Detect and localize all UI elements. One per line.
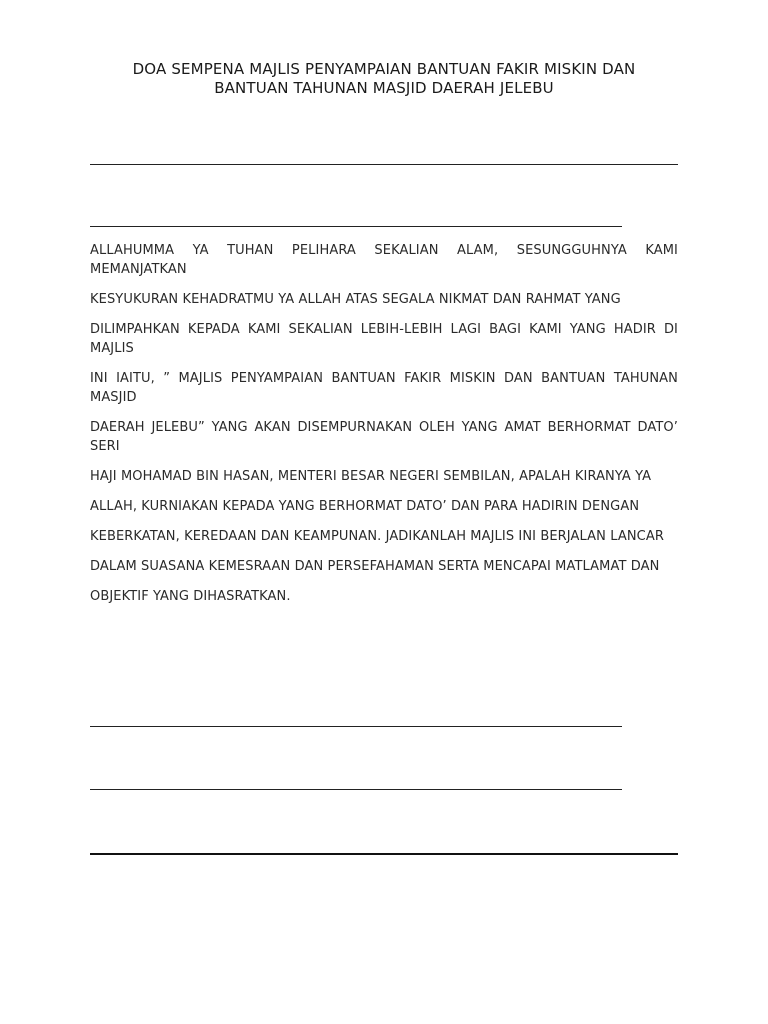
title-line-1: DOA SEMPENA MAJLIS PENYAMPAIAN BANTUAN FAKIR MISKIN DAN	[132, 60, 636, 78]
divider-line	[90, 853, 678, 855]
paragraph: KEBERKATAN, KEREDAAN DAN KEAMPUNAN. JADIKANLAH MAJLIS INI BERJALAN LANCAR	[90, 529, 664, 544]
paragraph: INI IAITU, ” MAJLIS PENYAMPAIAN BANTUAN FAKIR MISKIN DAN BANTUAN TAHUNAN MASJID	[90, 371, 678, 405]
divider-line	[90, 726, 622, 727]
paragraph: DALAM SUASANA KEMESRAAN DAN PERSEFAHAMAN SERTA MENCAPAI MATLAMAT DAN	[90, 559, 660, 574]
paragraph: KESYUKURAN KEHADRATMU YA ALLAH ATAS SEGALA NIKMAT DAN RAHMAT YANG	[90, 292, 621, 307]
divider-line	[90, 789, 622, 790]
paragraph: HAJI MOHAMAD BIN HASAN, MENTERI BESAR NEGERI SEMBILAN, APALAH KIRANYA YA	[90, 469, 652, 484]
prayer-body	[90, 241, 678, 617]
paragraph: OBJEKTIF YANG DIHASRATKAN.	[90, 589, 291, 604]
paragraph: DAERAH JELEBU” YANG AKAN DISEMPURNAKAN OLEH YANG AMAT BERHORMAT DATO’ SERI	[90, 420, 678, 454]
divider-line	[90, 226, 622, 227]
paragraph: ALLAH, KURNIAKAN KEPADA YANG BERHORMAT DATO’ DAN PARA HADIRIN DENGAN	[90, 499, 640, 514]
paragraph: ALLAHUMMA YA TUHAN PELIHARA SEKALIAN ALAM, SESUNGGUHNYA KAMI MEMANJATKAN	[90, 243, 678, 277]
document-title	[90, 60, 678, 98]
title-line-2: BANTUAN TAHUNAN MASJID DAERAH JELEBU	[214, 79, 554, 97]
paragraph: DILIMPAHKAN KEPADA KAMI SEKALIAN LEBIH-LEBIH LAGI BAGI KAMI YANG HADIR DI MAJLIS	[90, 322, 678, 356]
divider-line	[90, 164, 678, 165]
